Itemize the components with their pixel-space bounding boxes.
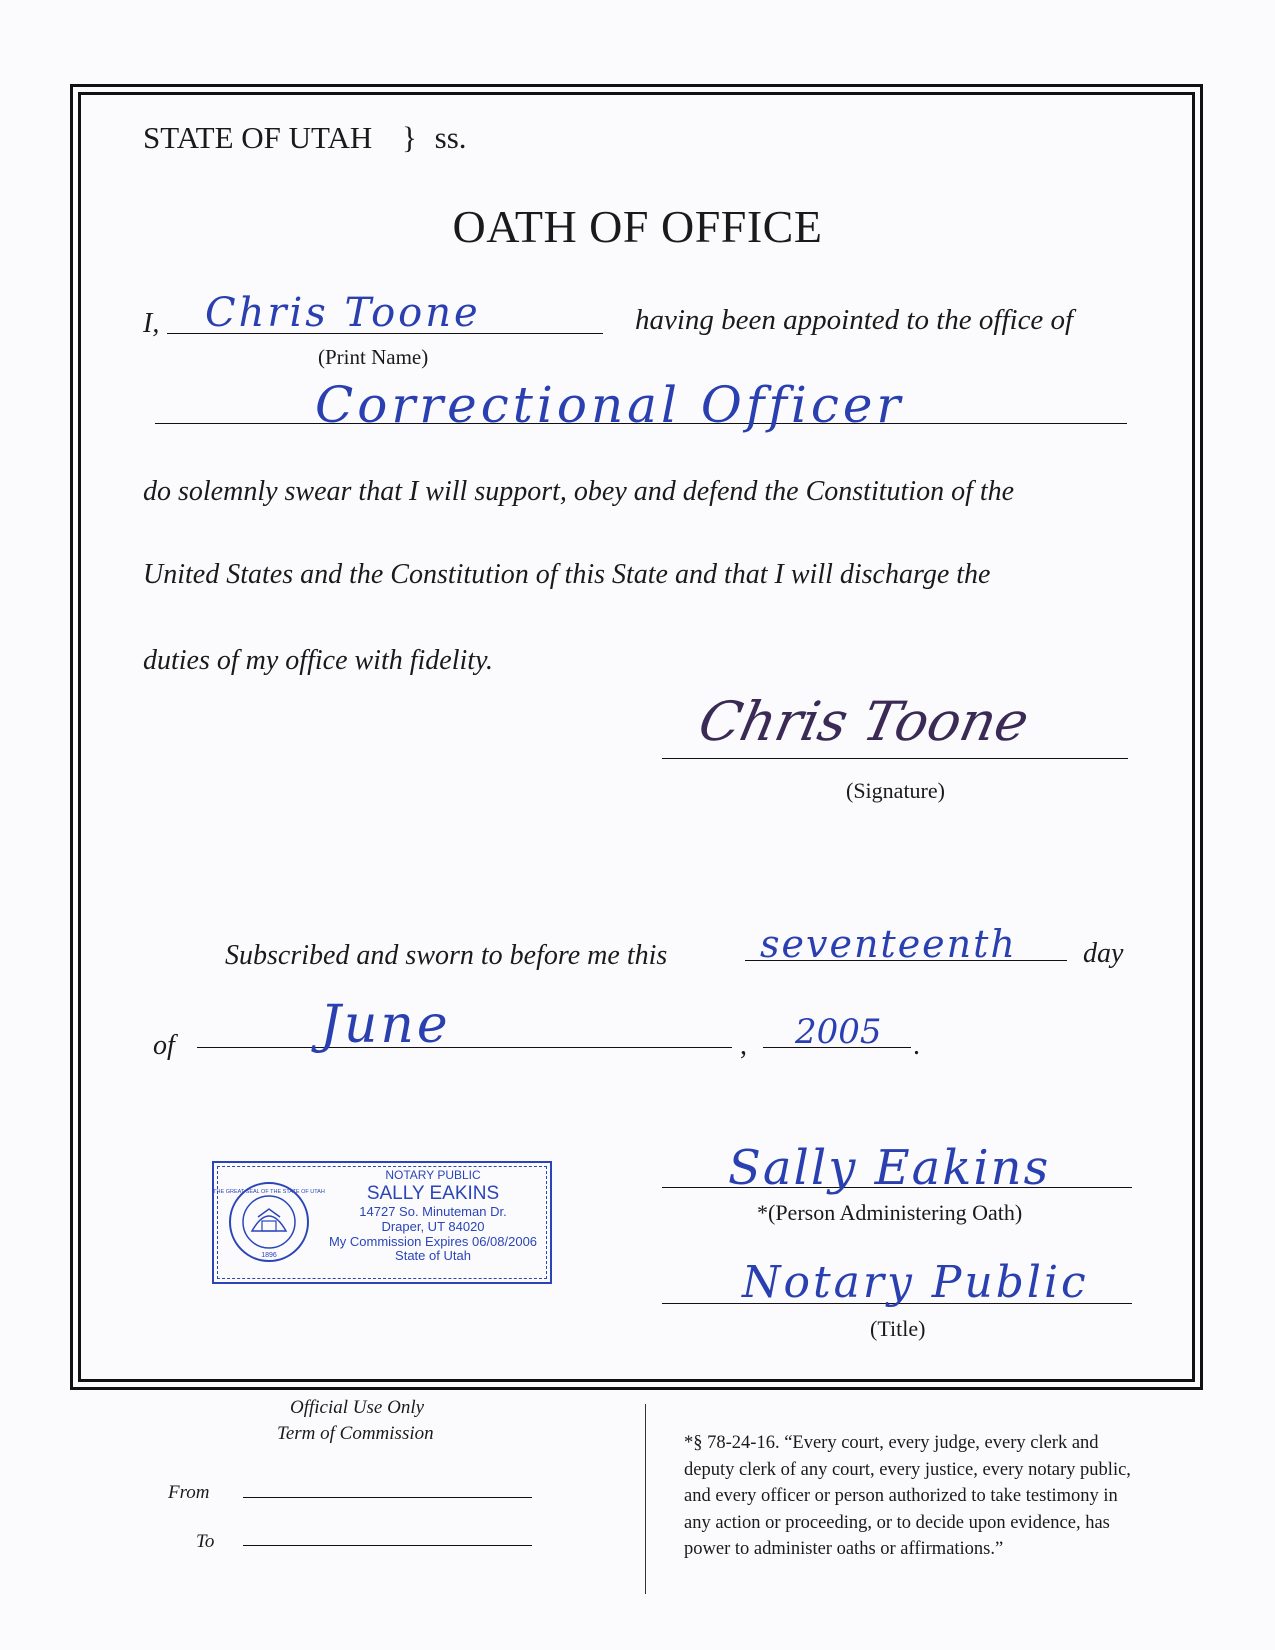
month-value: June [320, 995, 451, 1055]
year-value: 2005 [795, 1012, 882, 1052]
year-period: . [913, 1030, 920, 1061]
venue-brace: } [402, 120, 417, 155]
notary-stamp [212, 1161, 552, 1284]
administer-signature: Sally Eakins [728, 1140, 1051, 1196]
stamp-state: State of Utah [395, 1248, 471, 1264]
day-value: seventeenth [760, 922, 1017, 966]
oath-body-line-2: United States and the Constitution of this State and that I will discharge the [143, 559, 991, 590]
footnote-line-3: and every officer or person authorized to take testimony in [684, 1486, 1118, 1506]
state-seal-icon [213, 1181, 325, 1263]
seal-year: 1896 [261, 1252, 277, 1259]
month-line [197, 1047, 732, 1048]
stamp-address-2: Draper, UT 84020 [381, 1218, 485, 1234]
administer-caption: *(Person Administering Oath) [757, 1200, 1023, 1225]
appointed-text: having been appointed to the office of [635, 304, 1074, 336]
stamp-name: SALLY EAKINS [366, 1182, 500, 1204]
official-use-heading: Official Use Only [290, 1397, 425, 1418]
seal-text: THE GREAT SEAL OF THE STATE OF UTAH [213, 1189, 325, 1195]
title-value: Notary Public [742, 1257, 1089, 1308]
pronoun-i: I, [143, 308, 160, 339]
term-of-commission-heading: Term of Commission [277, 1423, 434, 1444]
footnote-line-2: deputy clerk of any court, every justice, every notary public, [684, 1459, 1131, 1480]
section-divider [645, 1404, 646, 1594]
day-word: day [1083, 938, 1124, 969]
signature-line [662, 758, 1128, 759]
print-name-value: Chris Toone [205, 290, 481, 336]
oath-taker-signature: Chris Toone [693, 690, 1035, 753]
stamp-title: NOTARY PUBLIC [385, 1168, 481, 1182]
from-line [243, 1497, 532, 1498]
oath-body-line-3: duties of my office with fidelity. [143, 645, 493, 676]
stamp-address-1: 14727 So. Minuteman Dr. [359, 1203, 507, 1219]
office-value: Correctional Officer [315, 376, 905, 434]
month-comma: , [740, 1030, 747, 1061]
footnote-line-5: power to administer oaths or affirmations.” [684, 1539, 1004, 1559]
footnote-line-1: *§ 78-24-16. “Every court, every judge, every clerk and [684, 1433, 1099, 1453]
oath-body-line-1: do solemnly swear that I will support, obey and defend the Constitution of the [143, 476, 1015, 507]
of-word: of [153, 1030, 175, 1061]
subscribed-text: Subscribed and sworn to before me this [225, 940, 668, 971]
statute-footnote [684, 1430, 1131, 1563]
stamp-text-block [322, 1169, 544, 1264]
state-label: STATE OF UTAH [143, 120, 373, 155]
title-caption: (Title) [870, 1316, 926, 1341]
ss-label: ss. [434, 120, 467, 155]
footnote-line-4: any action or proceeding, or to decide upon evidence, has [684, 1512, 1110, 1533]
to-label: To [196, 1531, 215, 1552]
to-line [243, 1545, 532, 1546]
stamp-commission: My Commission Expires 06/08/2006 [328, 1233, 538, 1249]
venue-header [143, 120, 467, 156]
print-name-caption: (Print Name) [318, 345, 429, 369]
page-title: OATH OF OFFICE [452, 201, 823, 252]
signature-caption: (Signature) [846, 778, 945, 803]
from-label: From [168, 1482, 210, 1503]
